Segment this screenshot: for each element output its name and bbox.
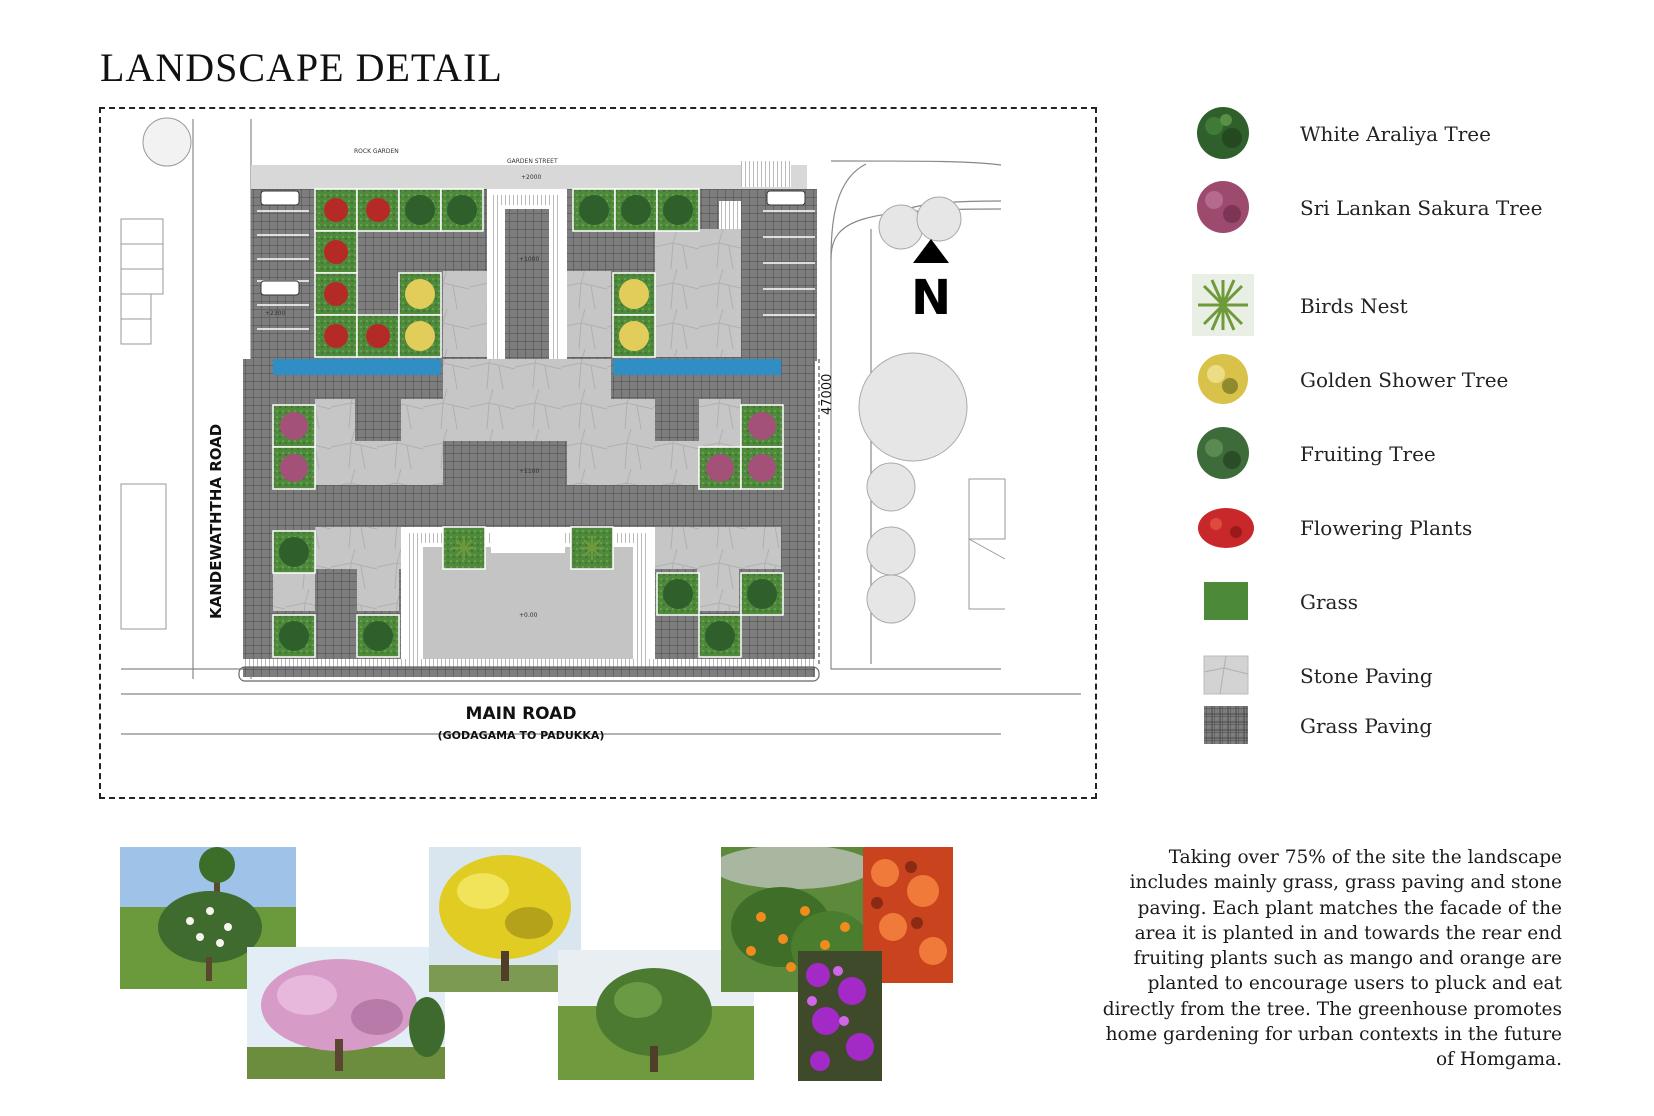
plant-photo-collage: [120, 847, 1020, 1087]
north-label: N: [911, 270, 952, 326]
photo-bougainvillea: [798, 951, 882, 1081]
legend-item-stone-paving: Stone Paving: [1190, 642, 1610, 712]
white-araliya-tree-icon: [1190, 100, 1256, 166]
rock-garden-label: ROCK GARDEN: [354, 148, 399, 155]
legend-item-grass: Grass: [1190, 568, 1610, 638]
side-road-label: KANDEWATHTHA ROAD: [207, 423, 225, 619]
flowering-plants-icon: [1190, 494, 1256, 560]
level-tag-2: +1000: [519, 256, 540, 263]
dimension-label: 47000: [820, 373, 835, 415]
page-title: LANDSCAPE DETAIL: [100, 45, 503, 90]
legend-item-grass-paving: Grass Paving: [1190, 692, 1610, 762]
level-tag-4: +1100: [519, 468, 540, 475]
garden-street-label: GARDEN STREET: [507, 158, 558, 165]
legend-item-flowering-plants: Flowering Plants: [1190, 494, 1610, 564]
level-tag-1: +2000: [521, 174, 542, 181]
legend-item-fruiting-tree: Fruiting Tree: [1190, 420, 1610, 490]
legend: [1190, 100, 1610, 780]
grass-swatch-icon: [1190, 568, 1256, 634]
main-road-sublabel: (GODAGAMA TO PADUKKA): [437, 729, 605, 742]
legend-item-sakura: Sri Lankan Sakura Tree: [1190, 174, 1610, 244]
legend-item-golden-shower: Golden Shower Tree: [1190, 346, 1610, 416]
north-arrow-icon: [911, 239, 951, 326]
level-tag-5: +0.00: [519, 612, 538, 619]
grass-paving-swatch-icon: [1190, 692, 1256, 758]
main-road-label: MAIN ROAD: [465, 704, 577, 724]
landscape-description: Taking over 75% of the site the landscape includes mainly grass, grass paving and stone paving. Each plant matches the facade of the area it is planted in and towards the rear end fruiting plants such as mango and orange are planted to encourage users to pluck and eat directly from the tree. The greenhouse promotes home gardening for urban contexts in the future of Homgama.: [1102, 847, 1562, 1071]
birds-nest-icon: [1190, 272, 1256, 338]
level-tag-3: +2300: [265, 310, 286, 317]
photo-sakura: [247, 947, 445, 1079]
sakura-tree-icon: [1190, 174, 1256, 240]
site-plan: [99, 107, 1097, 799]
site-plan-drawing: [101, 109, 1095, 797]
legend-item-white-araliya: White Araliya Tree: [1190, 100, 1610, 170]
legend-item-birds-nest: Birds Nest: [1190, 272, 1610, 342]
fruiting-tree-icon: [1190, 420, 1256, 486]
golden-shower-tree-icon: [1190, 346, 1256, 412]
